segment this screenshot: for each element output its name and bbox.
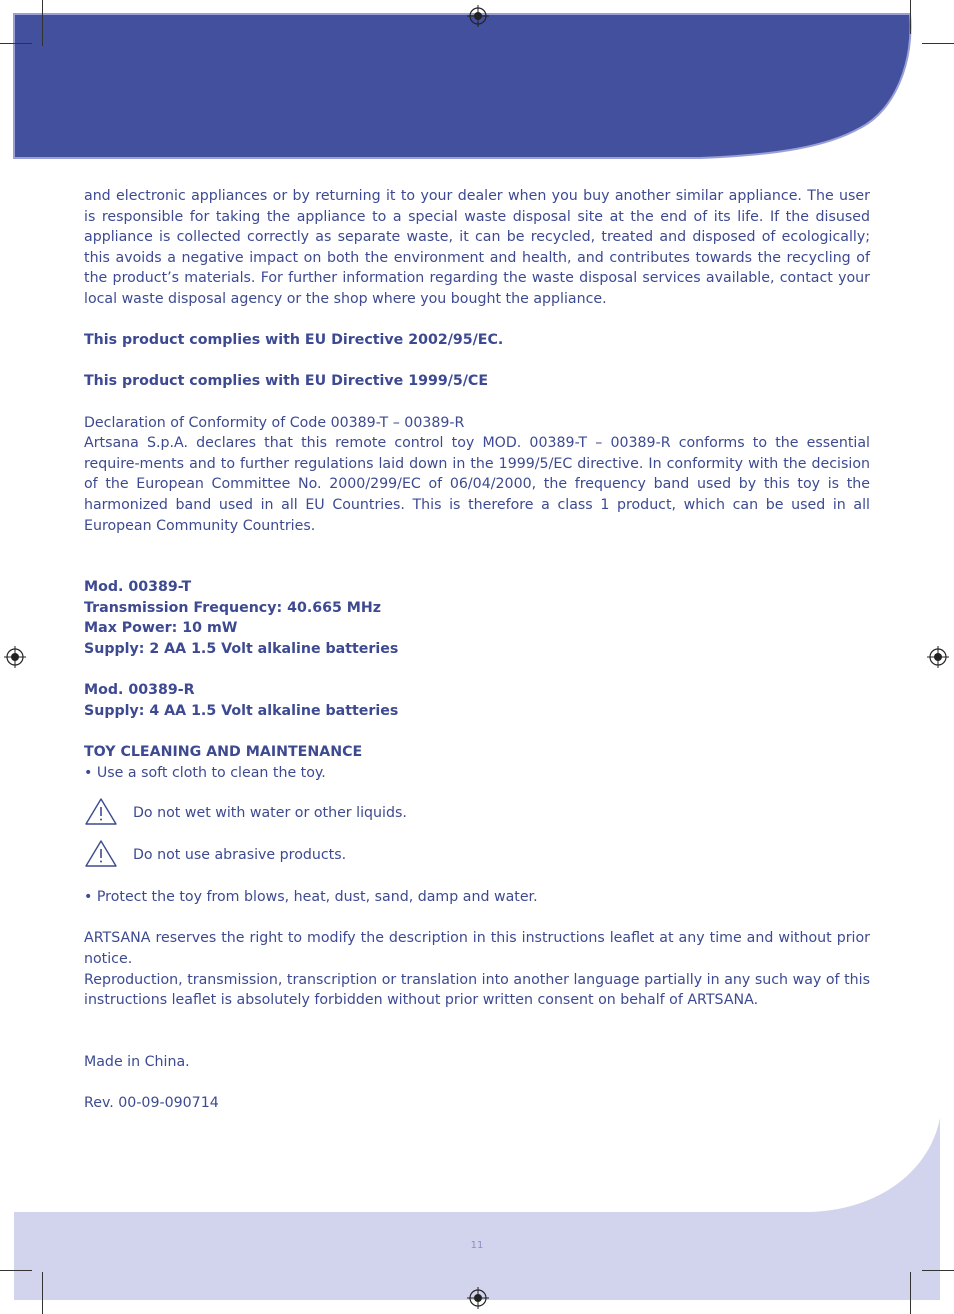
warning-triangle-icon [84, 839, 118, 869]
revision-label: Rev. 00-09-090714 [84, 1095, 219, 1112]
warning-no-abrasive: Do not use abrasive products. [133, 847, 347, 864]
spec-r-model: Mod. 00389-R [84, 682, 195, 699]
page-number: 11 [470, 1240, 484, 1251]
cleaning-bullet-protect: • Protect the toy from blows, heat, dust, sand, damp and water. [84, 889, 538, 906]
directive-1999-notice: This product complies with EU Directive 1999/5/CE [84, 373, 489, 390]
directive-2002-notice: This product complies with EU Directive 2002/95/EC. [84, 332, 504, 349]
reproduction-notice: Reproduction, transmission, transcription or translation into another language partially in any such way of this instructions leaflet is absolutely forbidden without prior written consent on behalf of ARTSANA. [84, 971, 870, 1009]
registration-mark-icon [467, 1287, 489, 1309]
spec-t-frequency: Transmission Frequency: 40.665 MHz [84, 599, 382, 616]
rights-notice: ARTSANA reserves the right to modify the description in this instructions leaflet at any time and without prior notice. [84, 930, 870, 967]
registration-mark-icon [4, 646, 26, 668]
made-in-label: Made in China. [84, 1053, 190, 1070]
crop-mark [922, 43, 954, 44]
weee-paragraph: and electronic appliances or by returning it to your dealer when you buy another similar appliance. The user is responsible for taking the appliance to a special waste disposal site at the end of its life. If the disused appliance is collected correctly as separate waste, it can be recycled, treated and disposed of ecologically; this avoids a negative impact on both the environment and health, and contributes towards the recycling of the product’s materials. For further information regarding the waste disposal services available, contact your local waste disposal agency or the shop where you bought the appliance. [84, 188, 870, 307]
crop-mark [0, 43, 32, 44]
cleaning-bullet-soft-cloth: • Use a soft cloth to clean the toy. [84, 764, 326, 781]
warning-triangle-icon [84, 797, 118, 827]
warning-no-water: Do not wet with water or other liquids. [133, 805, 407, 822]
declaration-title: Declaration of Conformity of Code 00389-T – 00389-R [84, 414, 465, 431]
crop-mark [42, 0, 43, 46]
warning-row [84, 803, 870, 845]
spec-t-model: Mod. 00389-T [84, 579, 192, 596]
footer-banner [0, 1110, 954, 1314]
spec-t-supply: Supply: 2 AA 1.5 Volt alkaline batteries [84, 641, 399, 658]
crop-mark [910, 0, 911, 34]
crop-mark [910, 1272, 911, 1314]
spec-t-power: Max Power: 10 mW [84, 620, 238, 637]
cleaning-heading: TOY CLEANING AND MAINTENANCE [84, 744, 363, 761]
registration-mark-icon [927, 646, 949, 668]
warning-row [84, 845, 870, 887]
crop-mark [922, 1270, 954, 1271]
declaration-text: Artsana S.p.A. declares that this remote control toy MOD. 00389-T – 00389-R conforms to the essential require-ments and to further regulations laid down in the 1999/5/EC directive. In conformity with the decision of the European Committee No. 2000/299/EC of 06/04/2000, the frequency band used by this toy is the harmonized band used in all EU Countries. This is therefore a class 1 product, which can be used in all European Community Countries. [84, 435, 870, 534]
crop-mark [42, 1272, 43, 1314]
main-content [84, 186, 870, 1114]
spec-r-supply: Supply: 4 AA 1.5 Volt alkaline batteries [84, 702, 399, 719]
registration-mark-icon [467, 5, 489, 27]
crop-mark [0, 1270, 32, 1271]
